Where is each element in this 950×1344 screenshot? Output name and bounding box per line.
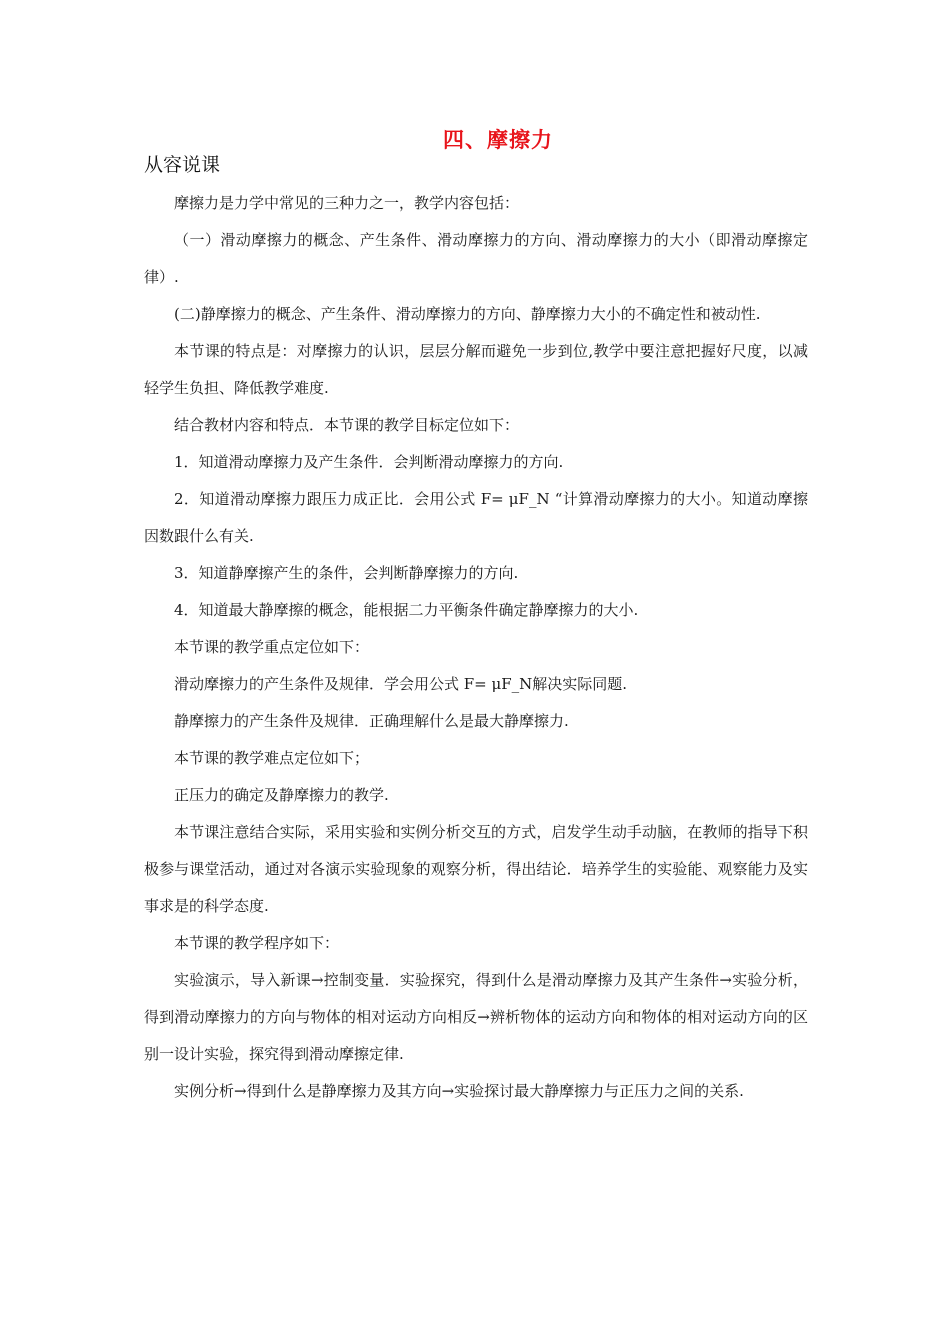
paragraph-key-points-intro: 本节课的教学重点定位如下： (174, 638, 370, 656)
paragraph-sliding-friction: （一）滑动摩擦力的概念、产生条件、滑动摩擦力的方向、滑动摩擦力的大小（即滑动摩擦定律）. (144, 231, 808, 286)
paragraph-static-friction: (二)静摩擦力的概念、产生条件、滑动摩擦力的方向、静摩擦力大小的不确定性和被动性. (174, 305, 761, 323)
paragraph-key-point-1: 滑动摩擦力的产生条件及规律．学会用公式 F= μF_N解决实际同题. (174, 675, 628, 693)
paragraph-difficulty: 正压力的确定及静摩擦力的教学. (174, 786, 389, 804)
paragraph-intro: 摩擦力是力学中常见的三种力之一，教学内容包括： (174, 194, 520, 212)
paragraph-goal-4: 4．知道最大静摩擦的概念，能根据二力平衡条件确定静摩擦力的大小. (174, 601, 639, 619)
paragraph-procedure-2: 实例分析→得到什么是静摩擦力及其方向→实验探讨最大静摩擦力与正压力之间的关系. (174, 1082, 744, 1100)
paragraph-goal-1: 1．知道滑动摩擦力及产生条件．会判断滑动摩擦力的方向. (174, 453, 564, 471)
paragraph-procedure-1: 实验演示，导入新课→控制变量．实验探究，得到什么是滑动摩擦力及其产生条件→实验分析，得到滑动摩擦力的方向与物体的相对运动方向相反→辨析物体的运动方向和物体的相对运动方向的区别一设计实验，探究得到滑动摩擦定律. (144, 971, 808, 1063)
paragraph-procedure-intro: 本节课的教学程序如下： (174, 934, 340, 952)
paragraph-difficulty-intro: 本节课的教学难点定位如下； (174, 749, 370, 767)
paragraph-method: 本节课注意结合实际，采用实验和实例分析交互的方式，启发学生动手动脑，在教师的指导下积极参与课堂活动，通过对各演示实验现象的观察分析，得出结论．培养学生的实验能、观察能力及实事求是的科学态度. (144, 823, 808, 915)
paragraph-goal-2: 2．知道滑动摩擦力跟压力成正比．会用公式 F= μF_N “计算滑动摩擦力的大小。知道动摩擦因数跟什么有关. (144, 490, 808, 545)
document-title: 四、摩擦力 (443, 128, 553, 152)
paragraph-goal-3: 3．知道静摩擦产生的条件，会判断静摩擦力的方向. (174, 564, 519, 582)
paragraph-features: 本节课的特点是：对摩擦力的认识，层层分解而避免一步到位,教学中要注意把握好尺度，以减轻学生负担、降低教学难度. (144, 342, 808, 397)
section-heading: 从容说课 (144, 154, 221, 176)
paragraph-goals-intro: 结合教材内容和特点．本节课的教学目标定位如下： (174, 416, 520, 434)
document-body (144, 185, 808, 1110)
paragraph-key-point-2: 静摩擦力的产生条件及规律．正确理解什么是最大静摩擦力. (174, 712, 569, 730)
